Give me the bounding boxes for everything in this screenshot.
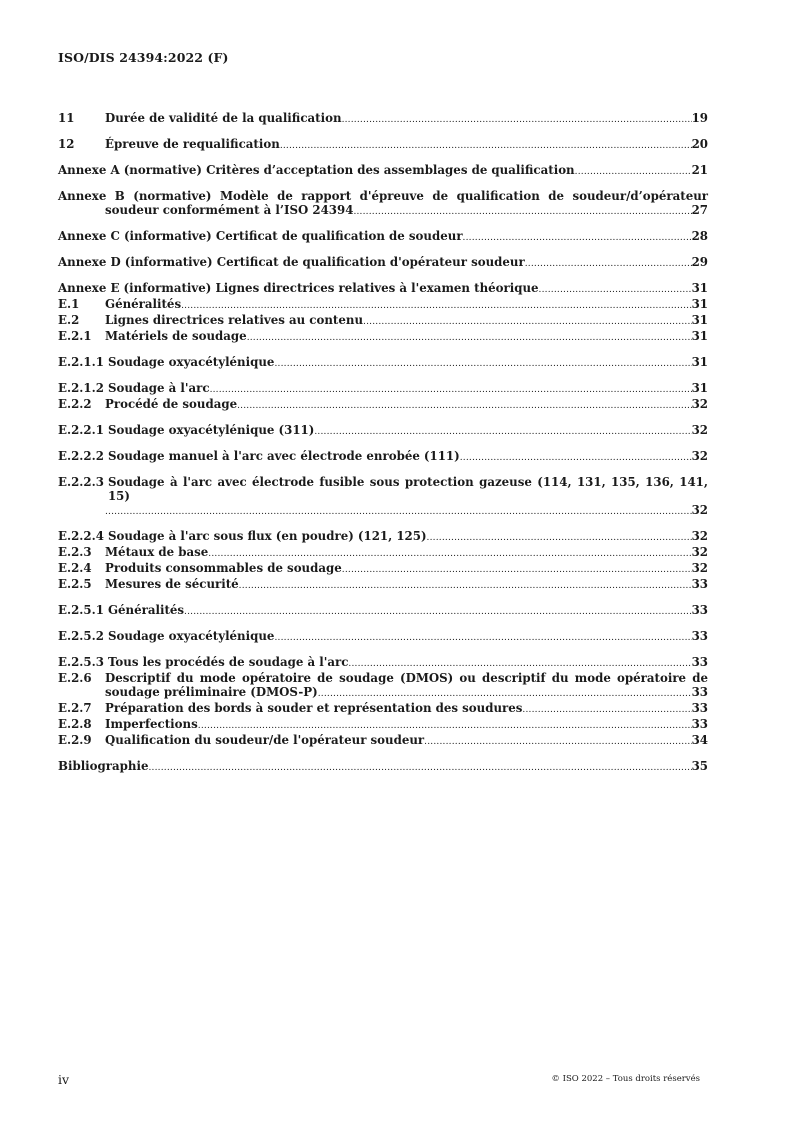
- toc-leader-dots: [239, 577, 692, 593]
- toc-entry-page: 33: [691, 701, 708, 715]
- toc-leader-dots: [318, 685, 692, 701]
- toc-entry-page: 33: [691, 717, 708, 731]
- toc-entry-page: 35: [691, 759, 708, 773]
- toc-entry-title-line1: Descriptif du mode opératoire de soudage (DMOS) ou descriptif du mode opératoire de: [105, 671, 708, 685]
- toc-entry-number: E.2.7: [58, 701, 92, 715]
- copyright-notice: © ISO 2022 – Tous droits réservés: [551, 1074, 700, 1084]
- toc-entry-title: Métaux de base: [105, 545, 209, 559]
- toc-entry-title: Bibliographie: [58, 759, 149, 773]
- toc-leader-dots: [274, 629, 691, 645]
- toc-entry-e-2-9[interactable]: [58, 733, 708, 749]
- toc-leader-dots: [148, 759, 691, 775]
- toc-entry-page: 33: [691, 603, 708, 617]
- toc-leader-dots: [575, 163, 692, 179]
- toc-entry-title: Produits consommables de soudage: [105, 561, 342, 575]
- toc-entry-page: 20: [691, 137, 708, 151]
- toc-entry-e-2-6[interactable]: [58, 671, 708, 701]
- toc-entry-page: 21: [691, 163, 708, 177]
- toc-entry-page: 32: [691, 561, 708, 575]
- toc-entry-number: 11: [58, 111, 75, 125]
- toc-entry-number: E.2.5.2: [58, 629, 104, 643]
- toc-entry-page: 32: [691, 529, 708, 543]
- toc-leader-dots: [539, 281, 692, 297]
- toc-entry-page: 33: [691, 577, 708, 591]
- toc-entry-line2-row: [58, 685, 708, 701]
- toc-entry-number: E.2.2.2: [58, 449, 104, 463]
- toc-entry-page: 28: [691, 229, 708, 243]
- toc-entry-page: 31: [691, 313, 708, 327]
- toc-entry-number: E.2.5.1: [58, 603, 104, 617]
- toc-entry-bibliography[interactable]: [58, 759, 708, 775]
- toc-entry-number: E.2.1: [58, 329, 92, 343]
- toc-leader-dots: [210, 381, 692, 397]
- toc-entry-e-2-2-2[interactable]: [58, 449, 708, 465]
- toc-entry-title: Épreuve de requalification: [105, 137, 280, 151]
- toc-entry-number: E.2.1.1: [58, 355, 104, 369]
- toc-entry-page: 31: [691, 329, 708, 343]
- toc-entry-title: Soudage oxyacétylénique (311): [107, 423, 315, 437]
- toc-entry-page: 32: [691, 397, 708, 411]
- toc-entry-e-2-5-1[interactable]: [58, 603, 708, 619]
- toc-entry-page: 31: [691, 355, 708, 369]
- toc-entry-page: 31: [691, 281, 708, 295]
- toc-leader-dots: [463, 229, 692, 245]
- toc-leader-dots: [427, 529, 692, 545]
- document-header: ISO/DIS 24394:2022 (F): [58, 50, 229, 65]
- toc-entry-12[interactable]: [58, 137, 708, 153]
- toc-entry-annex-a[interactable]: [58, 163, 708, 179]
- toc-entry-number: E.2.2.3: [58, 475, 104, 489]
- toc-entry-page: 32: [691, 503, 708, 517]
- toc-entry-e-2-3[interactable]: [58, 545, 708, 561]
- toc-entry-line1-row: [58, 671, 708, 685]
- toc-entry-e-2[interactable]: [58, 313, 708, 329]
- toc-entry-number: E.2.2.4: [58, 529, 104, 543]
- toc-entry-title-line2: soudage préliminaire (DMOS-P): [105, 685, 318, 699]
- toc-entry-e-1[interactable]: [58, 297, 708, 313]
- toc-leader-dots: [424, 733, 691, 749]
- toc-entry-title: Soudage oxyacétylénique: [107, 629, 275, 643]
- toc-entry-e-2-5[interactable]: [58, 577, 708, 593]
- toc-entry-title: Annexe C (informative) Certificat de qualification de soudeur: [58, 229, 463, 243]
- toc-entry-page: 32: [691, 545, 708, 559]
- toc-entry-page: 34: [691, 733, 708, 747]
- toc-entry-page: 27: [691, 203, 708, 217]
- toc-entry-title: Imperfections: [105, 717, 198, 731]
- toc-entry-e-2-2-1[interactable]: [58, 423, 708, 439]
- toc-entry-line1-row: [58, 475, 708, 503]
- toc-entry-e-2-2-3[interactable]: [58, 475, 708, 519]
- toc-entry-number: E.2.6: [58, 671, 92, 685]
- toc-leader-dots: [237, 397, 691, 413]
- toc-leader-dots: [181, 297, 691, 313]
- toc-entry-number: E.2.9: [58, 733, 92, 747]
- toc-entry-title: Préparation des bords à souder et représentation des soudures: [105, 701, 523, 715]
- toc-entry-title-line1: Annexe B (normative) Modèle de rapport d'épreuve de qualification de soudeur/d’opérateur: [58, 189, 708, 203]
- toc-entry-page: 29: [691, 255, 708, 269]
- toc-leader-dots: [280, 137, 692, 153]
- toc-entry-title: Généralités: [105, 297, 182, 311]
- toc-leader-dots: [208, 545, 691, 561]
- toc-entry-title: Généralités: [107, 603, 185, 617]
- toc-entry-number: 12: [58, 137, 75, 151]
- table-of-contents: [58, 111, 708, 775]
- toc-leader-dots: [522, 701, 691, 717]
- toc-entry-number: E.2.5: [58, 577, 92, 591]
- toc-entry-page: 31: [691, 381, 708, 395]
- page-number: iv: [58, 1072, 70, 1087]
- toc-entry-number: E.2.3: [58, 545, 92, 559]
- toc-entry-number: E.2.2: [58, 397, 92, 411]
- toc-leader-dots: [342, 111, 692, 127]
- toc-leader-dots: [184, 603, 692, 619]
- toc-entry-page: 33: [691, 629, 708, 643]
- toc-leader-dots: [342, 561, 692, 577]
- toc-leader-dots: [525, 255, 692, 271]
- toc-leader-dots: [460, 449, 692, 465]
- toc-entry-title: Tous les procédés de soudage à l'arc: [107, 655, 349, 669]
- toc-entry-e-2-1-1[interactable]: [58, 355, 708, 371]
- toc-entry-title: Matériels de soudage: [105, 329, 247, 343]
- toc-entry-e-2-4[interactable]: [58, 561, 708, 577]
- toc-entry-title-line2-row: [58, 203, 708, 219]
- toc-leader-dots: [198, 717, 692, 733]
- toc-entry-title: Lignes directrices relatives au contenu: [105, 313, 364, 327]
- toc-entry-annex-e[interactable]: [58, 281, 708, 297]
- toc-entry-title: Annexe E (informative) Lignes directrices relatives à l'examen théorique: [58, 281, 539, 295]
- toc-entry-number: E.2: [58, 313, 80, 327]
- toc-entry-e-2-1-2[interactable]: [58, 381, 708, 397]
- toc-entry-number: E.2.4: [58, 561, 92, 575]
- toc-entry-title: Mesures de sécurité: [105, 577, 239, 591]
- toc-entry-annex-d[interactable]: [58, 255, 708, 271]
- toc-entry-e-2-2[interactable]: [58, 397, 708, 413]
- toc-entry-annex-b[interactable]: [58, 189, 708, 219]
- toc-entry-page: 32: [691, 449, 708, 463]
- toc-entry-title: Procédé de soudage: [105, 397, 238, 411]
- toc-entry-title: Soudage à l'arc sous flux (en poudre) (121, 125): [107, 529, 427, 543]
- toc-entry-title: Durée de validité de la qualification: [105, 111, 342, 125]
- toc-entry-number: E.2.5.3: [58, 655, 104, 669]
- toc-entry-number: E.2.2.1: [58, 423, 104, 437]
- toc-leader-dots: [105, 503, 692, 519]
- toc-entry-e-2-7[interactable]: [58, 701, 708, 717]
- toc-entry-page: 32: [691, 423, 708, 437]
- toc-entry-page: 19: [691, 111, 708, 125]
- toc-entry-annex-c[interactable]: [58, 229, 708, 245]
- toc-leader-dots: [353, 203, 691, 219]
- toc-entry-e-2-5-3[interactable]: [58, 655, 708, 671]
- toc-entry-title-line2: soudeur conformément à l’ISO 24394: [105, 203, 354, 217]
- toc-entry-title: Soudage à l'arc: [107, 381, 210, 395]
- toc-entry-page: 31: [691, 297, 708, 311]
- toc-entry-number: E.2.8: [58, 717, 92, 731]
- toc-entry-e-2-5-2[interactable]: [58, 629, 708, 645]
- toc-leader-dots: [314, 423, 691, 439]
- toc-entry-title: Soudage oxyacétylénique: [107, 355, 275, 369]
- toc-entry-title: Qualification du soudeur/de l'opérateur soudeur: [105, 733, 425, 747]
- toc-entry-title: Annexe D (informative) Certificat de qualification d'opérateur soudeur: [58, 255, 525, 269]
- toc-entry-title-line1: Soudage à l'arc avec électrode fusible sous protection gazeuse (114, 131, 135, 136, 141, 15): [107, 475, 708, 503]
- toc-entry-e-2-2-4[interactable]: [58, 529, 708, 545]
- toc-leader-dots: [274, 355, 691, 371]
- toc-entry-line2-row: [58, 503, 708, 519]
- toc-entry-title: Annexe A (normative) Critères d’acceptation des assemblages de qualification: [58, 163, 575, 177]
- toc-entry-number: E.1: [58, 297, 80, 311]
- toc-entry-page: 33: [691, 685, 708, 699]
- toc-leader-dots: [363, 313, 692, 329]
- toc-entry-11[interactable]: [58, 111, 708, 127]
- toc-entry-page: 33: [691, 655, 708, 669]
- toc-entry-e-2-1[interactable]: [58, 329, 708, 345]
- toc-entry-title: Soudage manuel à l'arc avec électrode enrobée (111): [107, 449, 460, 463]
- toc-leader-dots: [348, 655, 691, 671]
- toc-entry-number: E.2.1.2: [58, 381, 104, 395]
- toc-entry-e-2-8[interactable]: [58, 717, 708, 733]
- toc-leader-dots: [247, 329, 692, 345]
